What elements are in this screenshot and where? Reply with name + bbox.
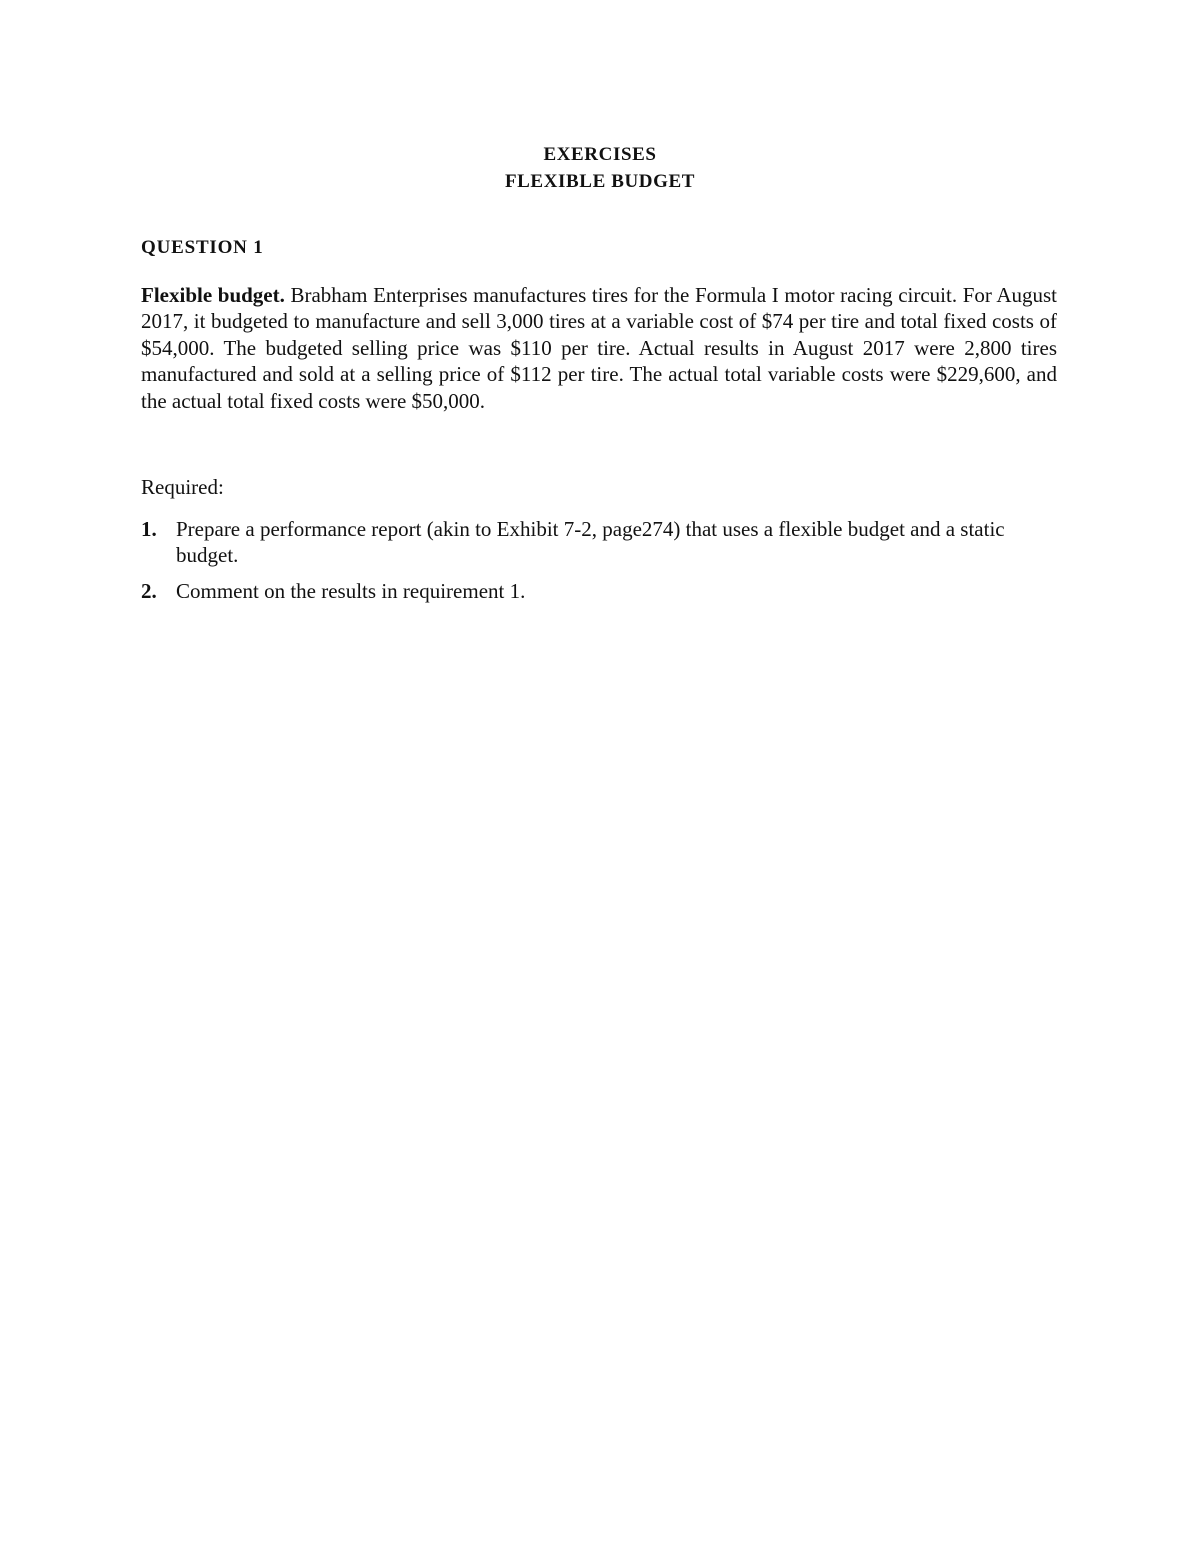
required-label: Required: [141,475,224,499]
requirement-number: 2. [141,579,157,603]
question-title: QUESTION 1 [141,237,264,258]
requirement-text: Prepare a performance report (akin to Exhibit 7-2, page274) that uses a flexible budget and a static budget. [176,517,1005,567]
question-body: Brabham Enterprises manufactures tires for the Formula I motor racing circuit. For August 2017, it budgeted to manufacture and sell 3,000 tires at a variable cost of $74 per tire and total fixed costs of $54,000. The budgeted selling price was $110 per tire. Actual results in August 2017 were 2,800 tires manufactured and sold at a selling price of $112 per tire. The actual total variable costs were $229,600, and the actual total fixed costs were $50,000. [141,283,1057,413]
document-title: EXERCISES [543,144,657,165]
question-lead: Flexible budget. [141,283,285,307]
requirements-list [141,516,1061,614]
requirement-text: Comment on the results in requirement 1. [176,579,526,603]
document-heading [0,141,1200,195]
question-paragraph [141,282,1057,414]
requirement-number: 1. [141,517,157,541]
requirement-item [141,578,1061,604]
requirement-item [141,516,1061,568]
document-subtitle: FLEXIBLE BUDGET [504,171,696,192]
